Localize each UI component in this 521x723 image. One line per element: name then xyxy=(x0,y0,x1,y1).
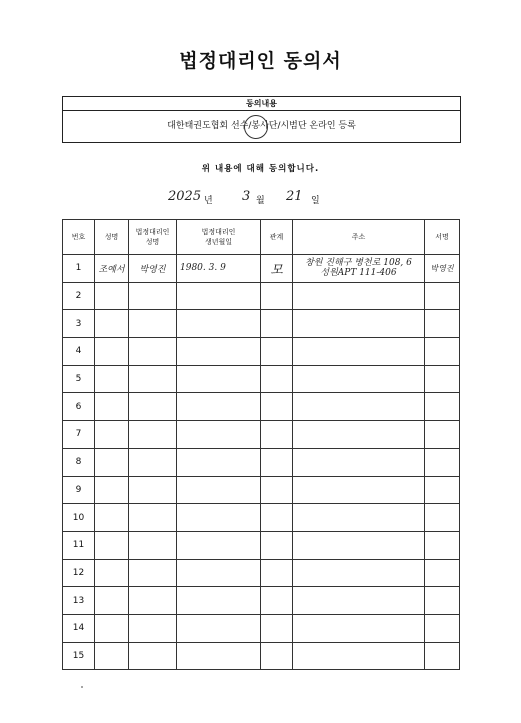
row-address xyxy=(293,338,425,366)
date-day: 21 xyxy=(286,189,303,204)
row-relation xyxy=(261,642,293,670)
consent-suffix: /봉사단/시범단 온라인 등록 xyxy=(248,121,356,131)
row-signature xyxy=(425,504,460,532)
row-signature xyxy=(425,421,460,449)
row-name xyxy=(95,338,129,366)
row-name xyxy=(95,421,129,449)
row-name xyxy=(95,531,129,559)
row-number: 2 xyxy=(63,282,95,310)
header-guardian-name: 법정대리인 성명 xyxy=(129,220,177,255)
row-signature xyxy=(425,476,460,504)
table-row xyxy=(63,504,460,532)
table-row xyxy=(63,282,460,310)
table-row xyxy=(63,448,460,476)
row-relation xyxy=(261,559,293,587)
row-signature xyxy=(425,448,460,476)
row-guardian-name xyxy=(129,559,177,587)
consent-header: 동의내용 xyxy=(63,97,460,111)
table-row xyxy=(63,531,460,559)
table-row xyxy=(63,393,460,421)
registration-table xyxy=(62,219,460,670)
row-relation xyxy=(261,531,293,559)
row-birthdate xyxy=(177,338,261,366)
row-guardian-name xyxy=(129,393,177,421)
consent-statement: 위 내용에 대해 동의합니다. xyxy=(201,164,320,174)
header-number: 번호 xyxy=(63,220,95,255)
row-number: 3 xyxy=(63,310,95,338)
row-address xyxy=(293,476,425,504)
date-year: 2025 xyxy=(168,189,202,204)
row-birthdate xyxy=(177,310,261,338)
row-signature: 박영진 xyxy=(425,255,460,283)
row-signature xyxy=(425,614,460,642)
consent-circled-option: 선수 xyxy=(230,121,249,131)
row-name xyxy=(95,282,129,310)
row-birthdate xyxy=(177,476,261,504)
row-number: 15 xyxy=(63,642,95,670)
date-day-unit: 일 xyxy=(311,196,320,206)
row-name xyxy=(95,504,129,532)
row-birthdate xyxy=(177,365,261,393)
row-signature xyxy=(425,642,460,670)
table-row xyxy=(63,421,460,449)
row-number: 7 xyxy=(63,421,95,449)
row-guardian-name xyxy=(129,310,177,338)
row-name xyxy=(95,448,129,476)
row-number: 1 xyxy=(63,255,95,283)
row-name xyxy=(95,587,129,615)
row-relation xyxy=(261,504,293,532)
row-address xyxy=(293,448,425,476)
table-row xyxy=(63,338,460,366)
row-guardian-name xyxy=(129,614,177,642)
selection-circle-mark xyxy=(244,115,268,139)
row-address xyxy=(293,587,425,615)
row-address xyxy=(293,310,425,338)
table-row xyxy=(63,365,460,393)
row-name xyxy=(95,365,129,393)
row-birthdate: 1980. 3. 9 xyxy=(177,255,261,283)
row-birthdate xyxy=(177,421,261,449)
row-birthdate xyxy=(177,642,261,670)
row-number: 11 xyxy=(63,531,95,559)
table-row xyxy=(63,587,460,615)
row-guardian-name xyxy=(129,587,177,615)
row-signature xyxy=(425,559,460,587)
row-name: 조예서 xyxy=(95,255,129,283)
row-number: 8 xyxy=(63,448,95,476)
header-guardian-birthdate: 법정대리인 생년월일 xyxy=(177,220,261,255)
row-guardian-name xyxy=(129,504,177,532)
row-relation xyxy=(261,614,293,642)
row-signature xyxy=(425,531,460,559)
row-birthdate xyxy=(177,587,261,615)
row-address xyxy=(293,393,425,421)
row-guardian-name xyxy=(129,476,177,504)
row-address xyxy=(293,504,425,532)
row-name xyxy=(95,310,129,338)
header-signature: 서명 xyxy=(425,220,460,255)
document-title: 법정대리인 동의서 xyxy=(179,50,342,72)
header-address: 주소 xyxy=(293,220,425,255)
consent-content xyxy=(63,111,460,142)
row-relation: 모 xyxy=(261,255,293,283)
row-number: 4 xyxy=(63,338,95,366)
header-name: 성명 xyxy=(95,220,129,255)
row-guardian-name: 박영진 xyxy=(129,255,177,283)
row-birthdate xyxy=(177,504,261,532)
row-guardian-name xyxy=(129,448,177,476)
row-name xyxy=(95,559,129,587)
row-birthdate xyxy=(177,393,261,421)
row-signature xyxy=(425,282,460,310)
stray-dot-mark xyxy=(81,686,83,688)
row-relation xyxy=(261,338,293,366)
date-year-unit: 년 xyxy=(204,196,213,206)
row-relation xyxy=(261,282,293,310)
row-number: 14 xyxy=(63,614,95,642)
row-birthdate xyxy=(177,282,261,310)
row-birthdate xyxy=(177,531,261,559)
row-guardian-name xyxy=(129,282,177,310)
row-birthdate xyxy=(177,614,261,642)
row-relation xyxy=(261,365,293,393)
row-address xyxy=(293,614,425,642)
row-relation xyxy=(261,587,293,615)
row-signature xyxy=(425,365,460,393)
row-name xyxy=(95,476,129,504)
row-relation xyxy=(261,393,293,421)
row-number: 13 xyxy=(63,587,95,615)
table-row xyxy=(63,476,460,504)
row-address xyxy=(293,365,425,393)
row-number: 9 xyxy=(63,476,95,504)
date-month: 3 xyxy=(242,189,251,204)
consent-prefix: 대한태권도협회 xyxy=(167,121,229,131)
row-relation xyxy=(261,421,293,449)
row-name xyxy=(95,393,129,421)
table-header-row xyxy=(63,220,460,255)
row-relation xyxy=(261,310,293,338)
row-guardian-name xyxy=(129,642,177,670)
row-address xyxy=(293,282,425,310)
table-row xyxy=(63,642,460,670)
table-row xyxy=(63,310,460,338)
row-number: 6 xyxy=(63,393,95,421)
row-address xyxy=(293,559,425,587)
row-birthdate xyxy=(177,559,261,587)
row-address xyxy=(293,421,425,449)
row-address xyxy=(293,531,425,559)
table-row xyxy=(63,614,460,642)
table-row xyxy=(63,255,460,283)
row-signature xyxy=(425,393,460,421)
row-name xyxy=(95,642,129,670)
date-row xyxy=(0,188,521,210)
row-birthdate xyxy=(177,448,261,476)
row-guardian-name xyxy=(129,531,177,559)
consent-box xyxy=(62,96,461,143)
row-number: 12 xyxy=(63,559,95,587)
row-guardian-name xyxy=(129,421,177,449)
row-signature xyxy=(425,338,460,366)
row-address xyxy=(293,642,425,670)
row-number: 5 xyxy=(63,365,95,393)
header-relation: 관계 xyxy=(261,220,293,255)
row-signature xyxy=(425,310,460,338)
row-relation xyxy=(261,448,293,476)
table-row xyxy=(63,559,460,587)
row-guardian-name xyxy=(129,365,177,393)
row-name xyxy=(95,614,129,642)
row-guardian-name xyxy=(129,338,177,366)
row-number: 10 xyxy=(63,504,95,532)
row-address: 창원 진해구 병천로 108, 6 성원APT 111-406 xyxy=(293,255,425,283)
date-month-unit: 월 xyxy=(256,196,265,206)
row-relation xyxy=(261,476,293,504)
row-signature xyxy=(425,587,460,615)
